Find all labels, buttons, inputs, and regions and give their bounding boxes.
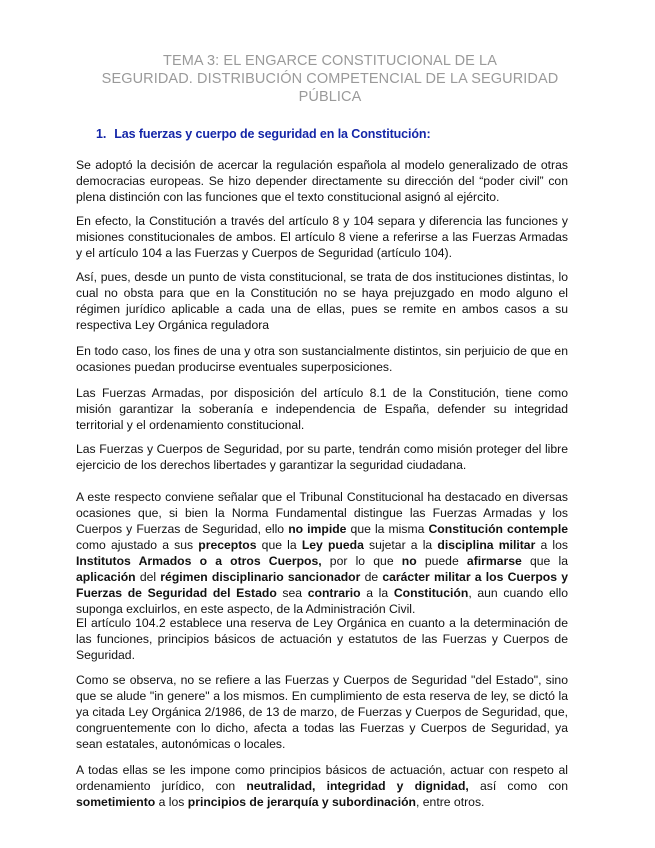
section-number: 1. [96, 127, 107, 141]
bold-run: afirmarse [466, 554, 522, 568]
text-run: sujetar a la [363, 538, 438, 552]
bold-run: disciplina militar [437, 538, 536, 552]
section-heading-text: Las fuerzas y cuerpo de seguridad en la Constitución: [114, 127, 431, 141]
bold-run: régimen disciplinario sancionador [160, 570, 361, 584]
document-title [80, 52, 580, 106]
bold-run: Constitución [393, 586, 469, 600]
paragraph-9: Como se observa, no se refiere a las Fuerzas y Cuerpos de Seguridad "del Estado", sino que se alude "in genere" a los mismos. En cumplimiento de esta reserva de ley, se dictó la ya citada Ley Orgánica 2/1986, de 13 de marzo, de Fuerzas y Cuerpos de Seguridad, que, congruentemente con lo dicho, afecta a todas las Fuerzas y Cuerpos de Seguridad, ya sean estatales, autonómicas o locales. [76, 673, 568, 751]
bold-run: no [401, 554, 417, 568]
bold-run: sometimiento [76, 795, 156, 809]
text-run: que la [256, 538, 302, 552]
paragraph-1: Se adoptó la decisión de acercar la regulación española al modelo generalizado de otras democracias europeas. Se hizo depender directamente su dirección del “poder civil” con plena distinción con las funciones que el texto constitucional asignó al ejército. [76, 158, 568, 204]
text-run: puede [416, 554, 467, 568]
paragraph-8: El artículo 104.2 establece una reserva de Ley Orgánica en cuanto a la determinación de las funciones, principios básicos de actuación y estatutos de las Fuerzas y Cuerpos de Seguridad. [76, 616, 568, 662]
paragraph-4: En todo caso, los fines de una y otra son sustancialmente distintos, sin perjuicio de que en ocasiones puedan producirse eventuales superposiciones. [76, 344, 568, 374]
paragraph-10 [76, 762, 568, 810]
bold-run: aplicación [76, 570, 136, 584]
text-run: que la [521, 554, 568, 568]
bold-run: Constitución contemple [428, 522, 569, 536]
text-run: por lo que [321, 554, 402, 568]
bold-run: carácter militar a los Cuerpos y Fuerzas de Seguridad del Estado [76, 570, 568, 600]
text-run: , aun cuando ello suponga excluirlos, en este aspecto, de la Administración Civil. [76, 586, 568, 616]
section-heading [96, 127, 431, 141]
text-run: que la misma [346, 522, 429, 536]
text-run: A este respecto conviene señalar que el Tribunal Constitucional ha destacado en diversas ocasiones que, si bien la Norma Fundamental distingue las Fuerzas Armadas y los Cuerpos y Fuerzas de Seguridad, ello [76, 490, 568, 536]
text-run: a la [360, 586, 394, 600]
paragraph-2: En efecto, la Constitución a través del artículo 8 y 104 separa y diferencia las funciones y misiones constitucionales de ambos. El artículo 8 viene a referirse a las Fuerzas Armadas y el artículo 104 a las Fuerzas y Cuerpos de Seguridad (artículo 104). [76, 214, 568, 260]
text-run: del [135, 570, 161, 584]
title-line-3: PÚBLICA [298, 89, 362, 105]
title-line-1: TEMA 3: EL ENGARCE CONSTITUCIONAL DE LA [163, 53, 497, 69]
text-run: A todas ellas se les impone como principios básicos de actuación, actuar con respeto al ordenamiento jurídico, con [76, 763, 568, 793]
text-run: , entre otros. [416, 795, 485, 809]
paragraph-5: Las Fuerzas Armadas, por disposición del artículo 8.1 de la Constitución, tiene como misión garantizar la soberanía e independencia de España, defender su integridad territorial y el ordenamiento constitucional. [76, 386, 568, 432]
paragraph-3: Así, pues, desde un punto de vista constitucional, se trata de dos instituciones distintas, lo cual no obsta para que en la Constitución no se haya prejuzgado en modo alguno el régimen jurídico aplicable a cada una de ellas, pues se remite en ambos casos a su respectiva Ley Orgánica reguladora [76, 270, 568, 332]
text-run: así como con [468, 779, 568, 793]
bold-run: preceptos [198, 538, 257, 552]
paragraph-6: Las Fuerzas y Cuerpos de Seguridad, por su parte, tendrán como misión proteger del libre ejercicio de los derechos libertades y garantizar la seguridad ciudadana. [76, 442, 568, 472]
text-run: a los [155, 795, 188, 809]
title-line-2: SEGURIDAD. DISTRIBUCIÓN COMPETENCIAL DE LA SEGURIDAD [101, 71, 559, 87]
bold-run: contrario [307, 586, 361, 600]
bold-run: principios de jerarquía y subordinación [187, 795, 416, 809]
bold-run: Institutos Armados o a otros Cuerpos, [76, 554, 322, 568]
bold-run: neutralidad, integridad y dignidad, [246, 779, 469, 793]
text-run: a los [535, 538, 569, 552]
bold-run: no impide [288, 522, 347, 536]
text-run: de [360, 570, 383, 584]
paragraph-7 [76, 489, 568, 617]
text-run: sea [276, 586, 308, 600]
text-run: como ajustado a sus [76, 538, 199, 552]
bold-run: Ley pueda [301, 538, 364, 552]
